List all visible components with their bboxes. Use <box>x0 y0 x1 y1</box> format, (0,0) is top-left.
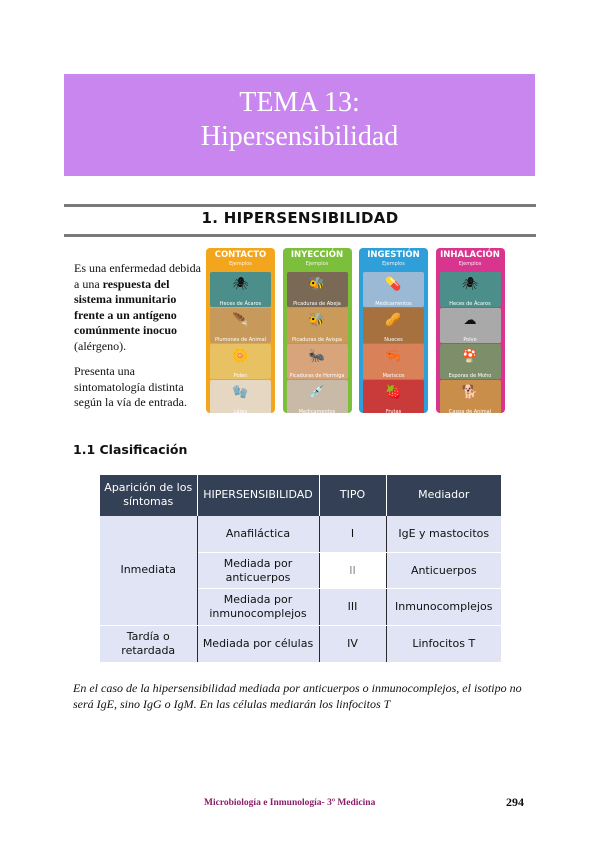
title-line-2: Hipersensibilidad <box>200 121 399 152</box>
table-cell-aparicion: Inmediata <box>100 516 197 626</box>
classification-table <box>100 475 501 662</box>
table-cell-mediador: Anticuerpos <box>386 552 501 589</box>
table-row <box>100 625 501 662</box>
route-inhalación <box>436 248 505 413</box>
table-cell-tipo: IV <box>319 625 386 662</box>
route-example-tile <box>287 344 348 379</box>
table-header-row <box>100 475 501 516</box>
table-cell-hs: Mediada por inmunocomplejos <box>197 589 319 626</box>
table-header: Mediador <box>386 475 501 516</box>
route-heading: INHALACIÓN Ejemplos <box>436 248 505 272</box>
route-example-tile <box>287 272 348 307</box>
route-example-label: Caspa de Animal <box>448 408 492 413</box>
table-cell-mediador: Linfocitos T <box>386 625 501 662</box>
route-example-label: Esporas de Moho <box>448 372 492 379</box>
footer-course: Microbiología e Inmunología- 3º Medicina <box>204 798 376 808</box>
title-line-1: TEMA 13: <box>239 87 360 118</box>
route-heading: INYECCIÓN Ejemplos <box>283 248 352 272</box>
route-example-label: Polen <box>233 372 248 379</box>
intro-emphasis: respuesta del sistema inmunitario frente a un antígeno comúnmente inocuo <box>74 276 177 337</box>
route-example-label: Picaduras de Abeja <box>293 300 341 307</box>
route-example-label: Picaduras de Hormiga <box>289 372 345 379</box>
route-contacto <box>206 248 275 413</box>
route-heading: INGESTIÓN Ejemplos <box>359 248 428 272</box>
subsection-title: 1.1 Clasificación <box>73 442 188 457</box>
table-header: TIPO <box>319 475 386 516</box>
nut-icon: 🥜 <box>385 313 402 328</box>
route-example-label: Nueces <box>384 336 403 343</box>
route-subheading: Ejemplos <box>305 261 329 267</box>
mite-icon: 🕷 <box>461 277 479 292</box>
route-example-tile <box>440 380 501 413</box>
mite-icon: 🕷 <box>232 277 249 292</box>
route-subheading: Ejemplos <box>229 261 252 267</box>
route-example-tile <box>287 308 348 343</box>
strawberry-icon: 🍓 <box>385 385 402 400</box>
intro-paragraph-1: Es una enfermedad debida a una respuesta del sistema inmunitario frente a un antígeno comúnmente inocuo (alérgeno). <box>74 261 201 353</box>
table-cell-tipo: II <box>319 552 386 589</box>
page-number: 294 <box>506 795 524 809</box>
route-subheading: Ejemplos <box>382 261 405 267</box>
route-example-tile <box>210 272 271 307</box>
wasp-icon: 🐝 <box>308 313 326 328</box>
table-cell-hs: Mediada por anticuerpos <box>197 552 319 589</box>
section-rule-top <box>64 204 536 207</box>
table-cell-aparicion: Tardía o retardada <box>100 625 197 662</box>
bee-icon: 🐝 <box>308 277 326 292</box>
route-example-tile <box>440 344 501 379</box>
route-example-label: Mariscos <box>382 372 405 379</box>
pills-icon: 💊 <box>385 277 402 292</box>
table-cell-hs: Mediada por células <box>197 625 319 662</box>
route-example-label: Látex <box>233 408 248 413</box>
route-example-label: Plumones de Animal <box>214 336 267 343</box>
table-cell-tipo: III <box>319 589 386 626</box>
route-example-tile <box>210 308 271 343</box>
mold-icon: 🍄 <box>461 349 479 364</box>
section-title: 1. HIPERSENSIBILIDAD <box>201 209 399 227</box>
table-cell-mediador: Inmunocomplejos <box>386 589 501 626</box>
route-example-label: Medicamentos <box>375 300 412 307</box>
route-inyección <box>283 248 352 413</box>
footnote-italic: En el caso de la hipersensibilidad mediada por anticuerpos o inmunocomplejos, el isotipo no será IgE, sino IgG o IgM. En las células mediarán los linfocitos T <box>73 681 522 711</box>
intro-paragraph-2: Presenta una sintomatología distinta según la vía de entrada. <box>74 364 187 409</box>
route-example-tile <box>440 308 501 343</box>
section-rule-bottom <box>64 234 536 237</box>
intro-text <box>74 261 204 421</box>
route-example-tile <box>363 272 424 307</box>
syringe-icon: 💉 <box>308 385 326 400</box>
route-example-label: Frutas <box>385 408 402 413</box>
route-example-tile <box>287 380 348 413</box>
dog-icon: 🐕 <box>461 385 479 400</box>
feather-icon: 🪶 <box>232 313 249 328</box>
table-cell-hs: Anafiláctica <box>197 516 319 553</box>
route-example-tile <box>363 380 424 413</box>
route-example-tile <box>363 308 424 343</box>
entry-routes-infographic <box>206 248 504 413</box>
route-example-label: Heces de Ácaros <box>219 300 262 307</box>
table-header: HIPERSENSIBILIDAD <box>197 475 319 516</box>
table-cell-tipo: I <box>319 516 386 553</box>
route-example-tile <box>363 344 424 379</box>
glove-icon: 🧤 <box>232 385 249 400</box>
shrimp-icon: 🦐 <box>385 349 402 364</box>
route-example-label: Heces de Ácaros <box>449 300 491 307</box>
route-example-label: Medicamentos <box>298 408 336 413</box>
table-cell-mediador: IgE y mastocitos <box>386 516 501 553</box>
route-subheading: Ejemplos <box>458 261 482 267</box>
flower-icon: 🌼 <box>232 349 249 364</box>
route-example-tile <box>210 344 271 379</box>
route-example-label: Polvo <box>463 336 477 343</box>
route-heading: CONTACTO Ejemplos <box>206 248 275 272</box>
route-example-tile <box>210 380 271 413</box>
route-example-tile <box>440 272 501 307</box>
ant-icon: 🐜 <box>308 349 326 364</box>
title-banner <box>64 74 535 176</box>
route-ingestión <box>359 248 428 413</box>
route-example-label: Picaduras de Avispa <box>292 336 342 343</box>
dust-icon: ☁ <box>463 313 477 328</box>
table-row <box>100 516 501 553</box>
table-header: Aparición de los síntomas <box>100 475 197 516</box>
